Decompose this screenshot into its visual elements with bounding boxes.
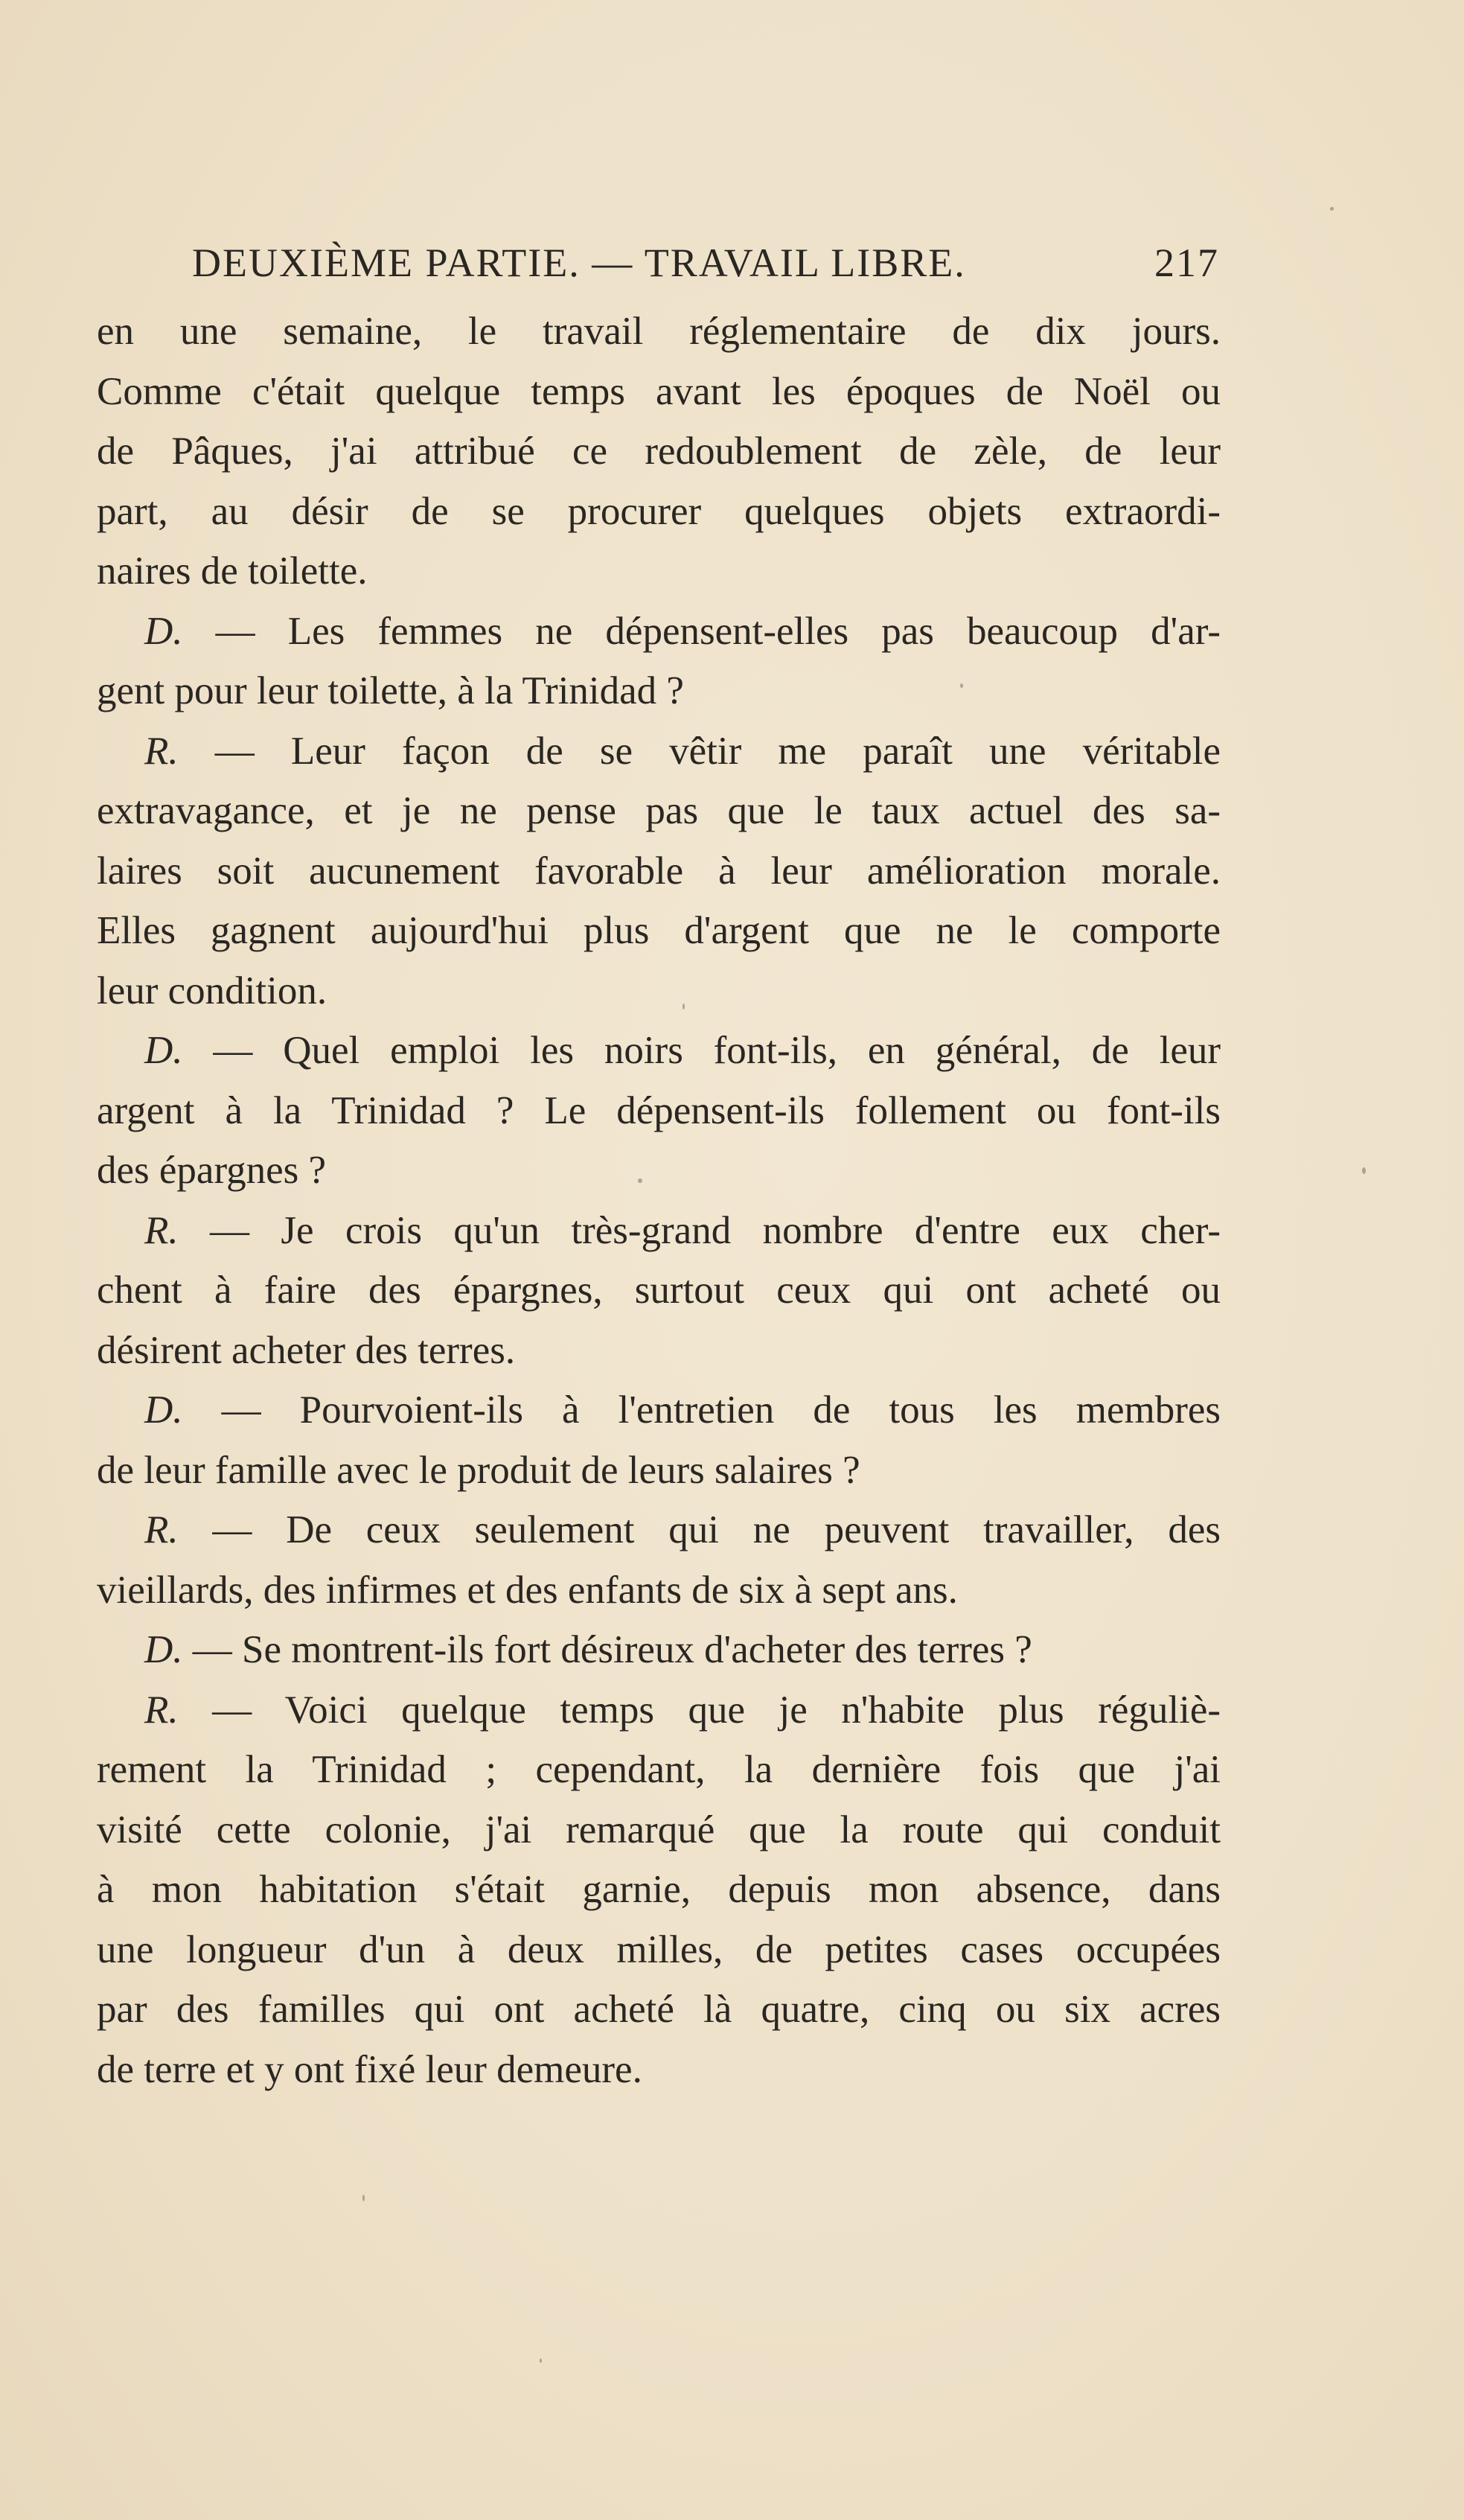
- text-line: en une semaine, le travail réglementaire de dix jours.: [97, 310, 1221, 353]
- text-line: leur condition.: [97, 969, 327, 1012]
- text-line: argent à la Trinidad ? Le dépensent-ils follement ou font-ils: [97, 1088, 1221, 1132]
- speaker-label: D.: [144, 609, 183, 653]
- text-line: D. — Quel emploi les noirs font-ils, en général, de leur: [144, 1029, 1221, 1072]
- text-line: extravagance, et je ne pense pas que le taux actuel des sa-: [97, 789, 1221, 832]
- speaker-label: R.: [144, 1508, 179, 1551]
- paper-speck: [1330, 207, 1334, 211]
- paper-speck: [683, 1004, 685, 1009]
- text-line: chent à faire des épargnes, surtout ceux qui ont acheté ou: [97, 1269, 1221, 1312]
- text-line: D. — Pourvoient-ils à l'entretien de tous les membres: [144, 1388, 1221, 1432]
- text-line: par des familles qui ont acheté là quatre, cinq ou six acres: [97, 1988, 1221, 2031]
- text-line: R. — Voici quelque temps que je n'habite plus réguliè-: [144, 1688, 1221, 1732]
- paper-speck: [362, 2195, 365, 2201]
- text-line: des épargnes ?: [97, 1149, 327, 1192]
- paper-speck: [1362, 1167, 1366, 1174]
- page-number: 217: [1154, 240, 1219, 285]
- text-line: de terre et y ont fixé leur demeure.: [97, 2047, 642, 2091]
- text-line: de leur famille avec le produit de leurs salaires ?: [97, 1448, 860, 1492]
- running-header: [192, 237, 1219, 289]
- text-line: de Pâques, j'ai attribué ce redoublement de zèle, de leur: [97, 430, 1221, 473]
- text-line: R. — Je crois qu'un très-grand nombre d'entre eux cher-: [144, 1208, 1221, 1252]
- text-line: une longueur d'un à deux milles, de petites cases occupées: [97, 1927, 1221, 1971]
- text-line: part, au désir de se procurer quelques objets extraordi-: [97, 489, 1221, 533]
- speaker-label: R.: [144, 1688, 179, 1732]
- text-line: D. — Les femmes ne dépensent-elles pas beaucoup d'ar-: [144, 609, 1221, 653]
- text-line: à mon habitation s'était garnie, depuis mon absence, dans: [97, 1868, 1221, 1911]
- speaker-label: D.: [144, 1029, 183, 1072]
- text-line: rement la Trinidad ; cependant, la dernière fois que j'ai: [97, 1748, 1221, 1791]
- paper-speck: [540, 2358, 542, 2363]
- text-line: Elles gagnent aujourd'hui plus d'argent que ne le comporte: [97, 909, 1221, 952]
- text-line: vieillards, des infirmes et des enfants de six à sept ans.: [97, 1568, 958, 1612]
- running-title: DEUXIÈME PARTIE. — TRAVAIL LIBRE.: [192, 240, 966, 285]
- speaker-label: D.: [144, 1388, 183, 1432]
- text-line: désirent acheter des terres.: [97, 1328, 516, 1372]
- text-line: R. — De ceux seulement qui ne peuvent travailler, des: [144, 1508, 1221, 1551]
- body-text: [97, 302, 1221, 2099]
- speaker-label: R.: [144, 729, 179, 773]
- paper-speck: [960, 683, 963, 688]
- speaker-label: R.: [144, 1208, 179, 1252]
- text-line: Comme c'était quelque temps avant les époques de Noël ou: [97, 369, 1221, 413]
- paper-speck: [638, 1178, 642, 1183]
- speaker-label: D.: [144, 1628, 183, 1671]
- text-line: R. — Leur façon de se vêtir me paraît une véritable: [144, 729, 1221, 773]
- text-line: visité cette colonie, j'ai remarqué que la route qui conduit: [97, 1808, 1221, 1851]
- text-line: gent pour leur toilette, à la Trinidad ?: [97, 669, 684, 712]
- text-line: naires de toilette.: [97, 549, 368, 593]
- text-line: laires soit aucunement favorable à leur amélioration morale.: [97, 849, 1221, 893]
- text-line: D. — Se montrent-ils fort désireux d'acheter des terres ?: [144, 1628, 1032, 1671]
